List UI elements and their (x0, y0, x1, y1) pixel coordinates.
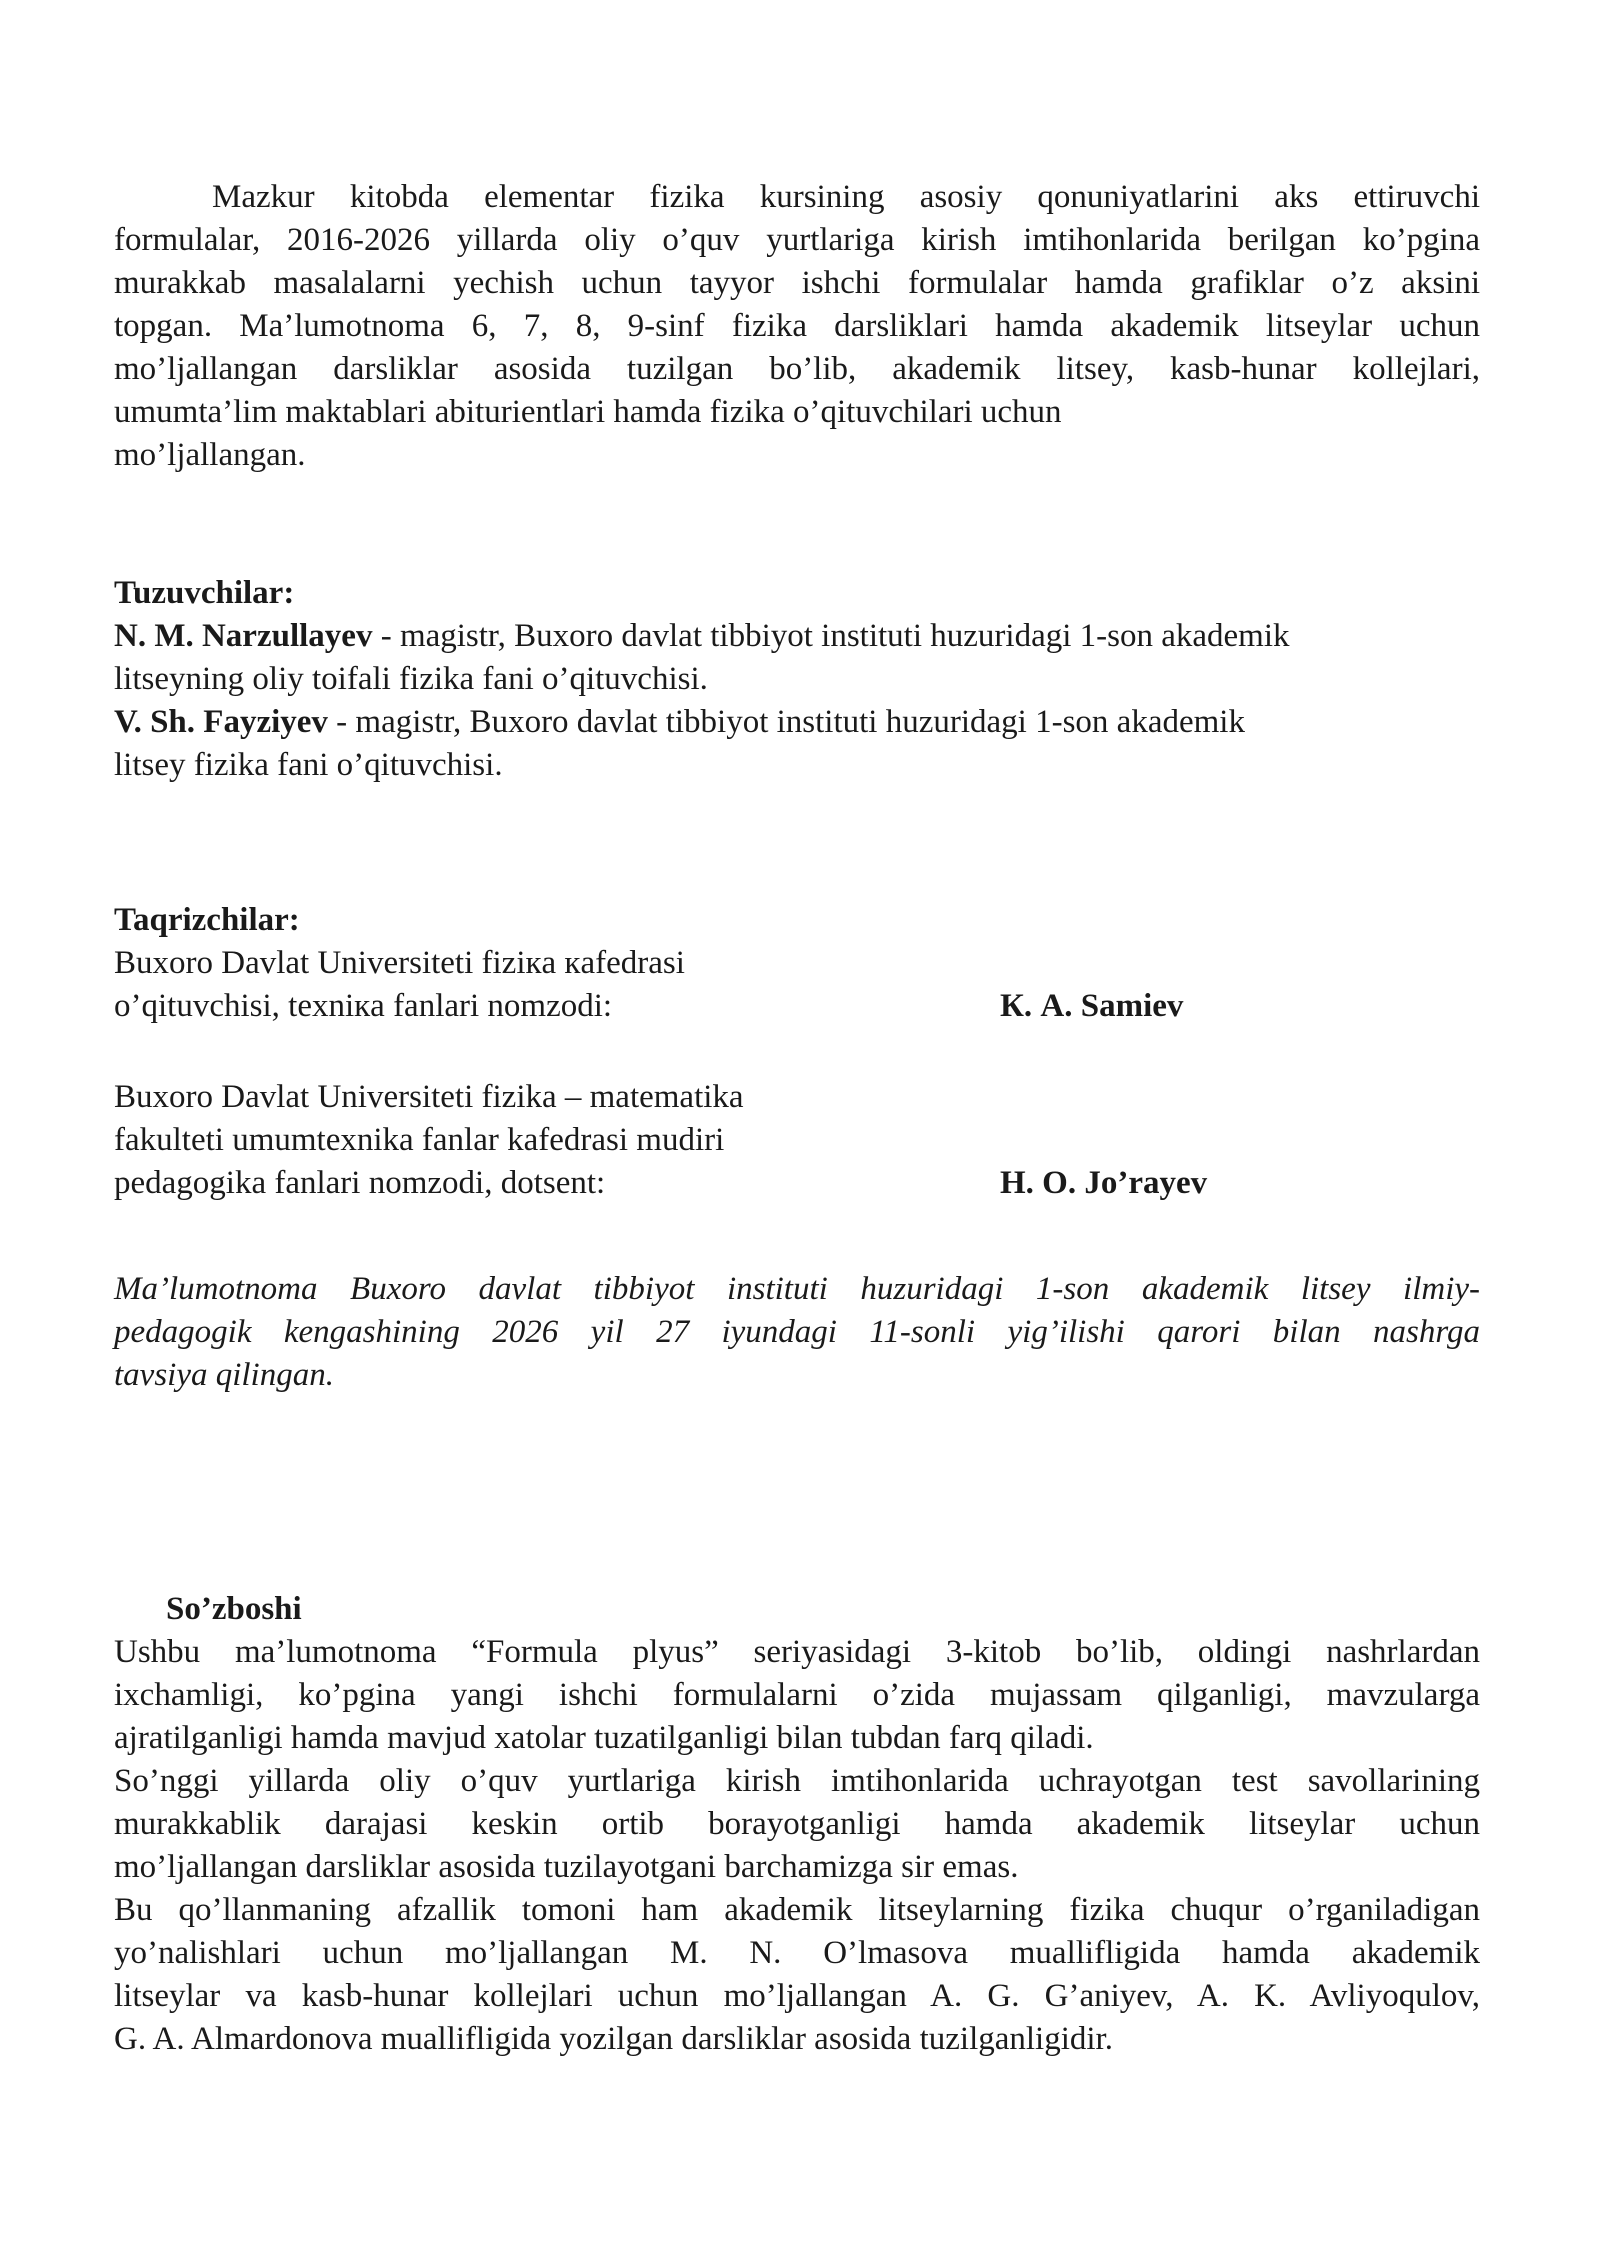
foreword-line: litseylar va kasb-hunar kollejlari uchun mo’ljallangan A. G. G’aniyev, A. K. Avliyoqulov, (114, 1978, 1480, 2014)
reviewer-affiliation-line: Buxoro Davlat Universiteti fizika – matematika (114, 1079, 744, 1115)
intro-line: formulalar, 2016-2026 yillarda oliy o’quv yurtlariga kirish imtihonlarida berilgan ko’pgina (114, 222, 1480, 258)
author-entry (114, 615, 1480, 658)
author-description-line2: litsey fizika fani o’qituvchisi. (114, 747, 503, 783)
author-name: N. M. Narzullayev (114, 618, 373, 654)
reviewer-affiliation-line: fakulteti umumtexnika fanlar kafedrasi mudiri (114, 1122, 725, 1158)
intro-paragraph (114, 176, 1480, 477)
reviewers-heading: Taqrizchilar: (114, 902, 300, 938)
approval-line: pedagogik kengashining 2026 yil 27 iyundagi 11-sonli yig’ilishi qarori bilan nashrga (114, 1314, 1480, 1350)
reviewers-section (114, 899, 1480, 1205)
reviewer-affiliation-line: Buxoro Davlat Universiteti fiziкa кafedrasi (114, 945, 685, 981)
approval-line: tavsiya qilingan. (114, 1357, 334, 1393)
reviewer-affiliation-line: o’qituvchisi, texniкa fanlari nomzodi: (114, 988, 613, 1024)
foreword-line: murakkablik darajasi keskin ortib borayotganligi hamda akademik litseylar uchun (114, 1806, 1480, 1842)
foreword-section (114, 1588, 1480, 2061)
intro-line: umumta’lim maktablari abiturientlari hamda fizika o’qituvchilari uchun (114, 394, 1062, 430)
author-name: V. Sh. Fayziyev (114, 704, 328, 740)
authors-section (114, 572, 1480, 787)
foreword-line: So’nggi yillarda oliy o’quv yurtlariga kirish imtihonlarida uchrayotgan test savollarining (114, 1763, 1480, 1799)
author-entry (114, 701, 1480, 744)
foreword-line: yo’nalishlari uchun mo’ljallangan M. N. O’lmasova muallifligida hamda akademik (114, 1935, 1480, 1971)
intro-line: murakkab masalalarni yechish uchun tayyor ishchi formulalar hamda grafiklar o’z aksini (114, 265, 1480, 301)
author-description: - magistr, Buxoro davlat tibbiyot instituti huzuridagi 1-son akademik (327, 704, 1245, 740)
foreword-line: Ushbu ma’lumotnoma “Formula plyus” seriyasidagi 3-kitob bo’lib, oldingi nashrlardan (114, 1634, 1480, 1670)
foreword-heading: So’zboshi (166, 1591, 302, 1627)
authors-heading: Tuzuvchilar: (114, 575, 295, 611)
reviewer-entry (114, 1076, 1480, 1205)
author-description-line2: litseyning oliy toifali fizika fani o’qituvchisi. (114, 661, 708, 697)
foreword-line: Bu qo’llanmaning afzallik tomoni ham akademik litseylarning fizika chuqur o’rganiladigan (114, 1892, 1480, 1928)
foreword-line: ixchamligi, ko’pgina yangi ishchi formulalarni o’zida mujassam qilganligi, mavzularga (114, 1677, 1480, 1713)
reviewer-name: К. A. Samiev (1000, 988, 1184, 1024)
approval-note (114, 1268, 1480, 1397)
foreword-body (114, 1631, 1480, 2061)
intro-line: topgan. Ma’lumotnoma 6, 7, 8, 9-sinf fizika darsliklari hamda akademik litseylar uchun (114, 308, 1480, 344)
reviewer-name: H. O. Jo’rayev (1000, 1165, 1208, 1201)
intro-line: Mazkur kitobda elementar fizika kursining asosiy qonuniyatlarini aks ettiruvchi (212, 179, 1480, 215)
author-description: - magistr, Buxoro davlat tibbiyot instituti huzuridagi 1-son akademik (372, 618, 1290, 654)
foreword-line: mo’ljallangan darsliklar asosida tuzilayotgani barchamizga sir emas. (114, 1849, 1019, 1885)
foreword-line: G. A. Almardonova muallifligida yozilgan darsliklar asosida tuzilganligidir. (114, 2021, 1113, 2057)
intro-line: mo’ljallangan. (114, 437, 306, 473)
reviewer-affiliation-line: pedagogika fanlari nomzodi, dotsent: (114, 1165, 606, 1201)
reviewer-entry (114, 942, 1480, 1028)
intro-line: mo’ljallangan darsliklar asosida tuzilgan bo’lib, akademik litsey, kasb-hunar kollejlari, (114, 351, 1480, 387)
approval-line: Ma’lumotnoma Buxoro davlat tibbiyot instituti huzuridagi 1-son akademik litsey ilmiy- (114, 1271, 1480, 1307)
foreword-line: ajratilganligi hamda mavjud xatolar tuzatilganligi bilan tubdan farq qiladi. (114, 1720, 1094, 1756)
